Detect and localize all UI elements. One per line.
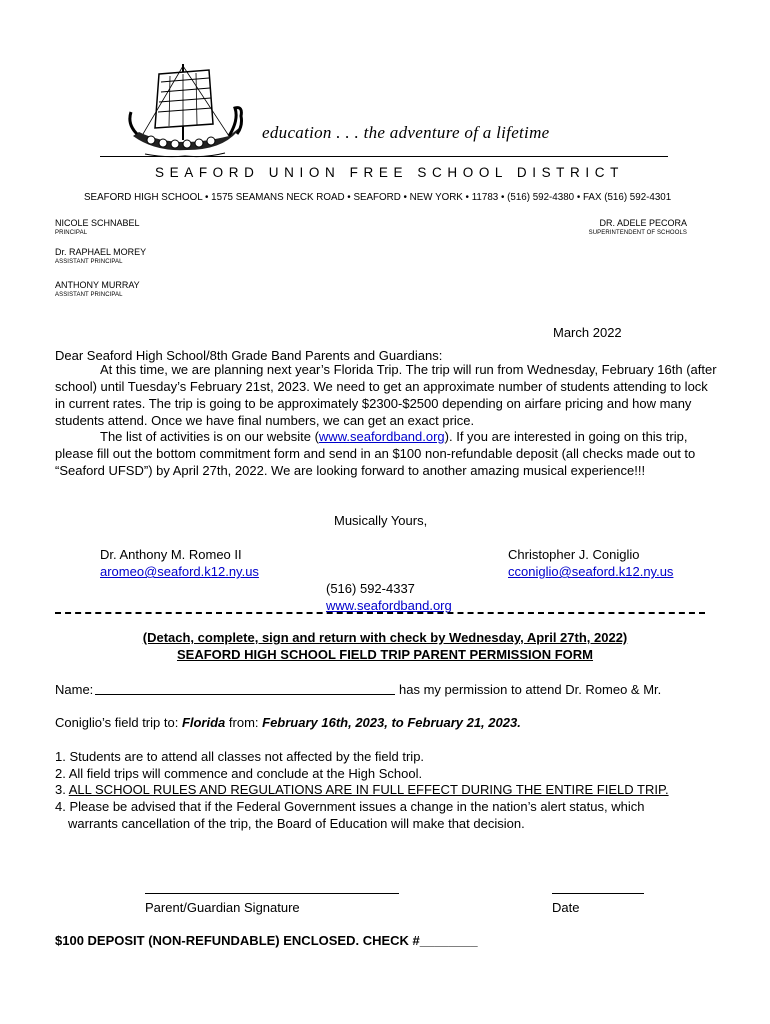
asst-principal-1-title: ASSISTANT PRINCIPAL (55, 259, 123, 265)
form-instruction: (Detach, complete, sign and return with check by Wednesday, April 27th, 2022) (142, 630, 628, 645)
viking-ship-icon (125, 62, 247, 164)
asst-principal-2-name: ANTHONY MURRAY (55, 280, 140, 290)
paragraph-2: The list of activities is on our website (www.seafordband.org). If you are interested in going on this trip, please fill out the bottom commitment form and send in an $100 non-refundable deposit (all checks made out to “Seaford UFSD”) by April 27th, 2022. We are looking forward to another amazing musical experience!!! (55, 429, 696, 478)
superintendent-name: DR. ADELE PECORA (599, 218, 687, 228)
principal-title: PRINCIPAL (55, 230, 88, 236)
principal-name: NICOLE SCHNABEL (55, 218, 140, 228)
detach-line (55, 612, 705, 614)
rule-1: 1. Students are to attend all classes not affected by the field trip. (55, 749, 425, 764)
trip-destination: Florida (181, 715, 226, 730)
paragraph-1: At this time, we are planning next year’s Florida Trip. The trip will run from Wednesday, February 16th (after school) until Tuesday’s February 21st, 2023. We need to get an approximate number of students attending to lock in current rates. The trip is going to be approximately $2300-$2500 depending on airfare pricing and how many students attend. Once we have final numbers, we can get an exact price. (55, 362, 717, 428)
rule-4: 4. Please be advised that if the Federal Government issues a change in the nation’s alert status, which (55, 799, 645, 814)
signer-1-email[interactable]: aromeo@seaford.k12.ny.us (100, 564, 259, 579)
salutation: Dear Seaford High School/8th Grade Band Parents and Guardians: (55, 348, 443, 363)
asst-principal-1-name: Dr. RAPHAEL MOREY (55, 247, 147, 257)
signature-label: Parent/Guardian Signature (145, 900, 300, 915)
date-field[interactable] (552, 893, 644, 894)
school-address: SEAFORD HIGH SCHOOL • 1575 SEAMANS NECK ROAD • SEAFORD • NEW YORK • 11783 • (516) 592-4380 • FAX (516) 592-4301 (84, 192, 672, 203)
check-number-field[interactable]: ________ (419, 933, 478, 948)
form-title: SEAFORD HIGH SCHOOL FIELD TRIP PARENT PERMISSION FORM (176, 647, 594, 662)
deposit-label: $100 DEPOSIT (NON-REFUNDABLE) ENCLOSED. CHECK # (55, 933, 420, 948)
signer-2-name: Christopher J. Coniglio (508, 547, 640, 562)
rule-3: 3. ALL SCHOOL RULES AND REGULATIONS ARE IN FULL EFFECT DURING THE ENTIRE FIELD TRIP. (55, 782, 669, 797)
superintendent-title: SUPERINTENDENT OF SCHOOLS (588, 230, 687, 236)
rule-2: 2. All field trips will commence and conclude at the High School. (55, 766, 423, 781)
name-permission-text: has my permission to attend Dr. Romeo & Mr. (399, 682, 662, 697)
rule-4-continued: warrants cancellation of the trip, the Board of Education will make that decision. (68, 816, 525, 831)
motto: education . . . the adventure of a lifetime (262, 123, 550, 142)
signer-2-email[interactable]: cconiglio@seaford.k12.ny.us (508, 564, 674, 579)
contact-phone: (516) 592-4337 (326, 581, 415, 596)
district-name: SEAFORD UNION FREE SCHOOL DISTRICT (155, 165, 624, 180)
trip-line: Coniglio’s field trip to: Florida from: February 16th, 2023, to February 21, 2023. (55, 715, 521, 730)
asst-principal-2-title: ASSISTANT PRINCIPAL (55, 292, 123, 298)
band-website-link[interactable]: www.seafordband.org (326, 598, 452, 613)
name-label: Name: (55, 682, 94, 697)
deposit-line (55, 932, 478, 949)
name-field[interactable] (95, 694, 395, 695)
signer-1-name: Dr. Anthony M. Romeo II (100, 547, 242, 562)
signature-field[interactable] (145, 893, 399, 894)
closing: Musically Yours, (334, 513, 428, 528)
letter-date: March 2022 (553, 325, 622, 340)
date-label: Date (552, 900, 580, 915)
header-rule (100, 156, 668, 157)
website-link[interactable]: www.seafordband.org (318, 429, 445, 444)
trip-dates: February 16th, 2023, to February 21, 2023. (262, 715, 521, 730)
